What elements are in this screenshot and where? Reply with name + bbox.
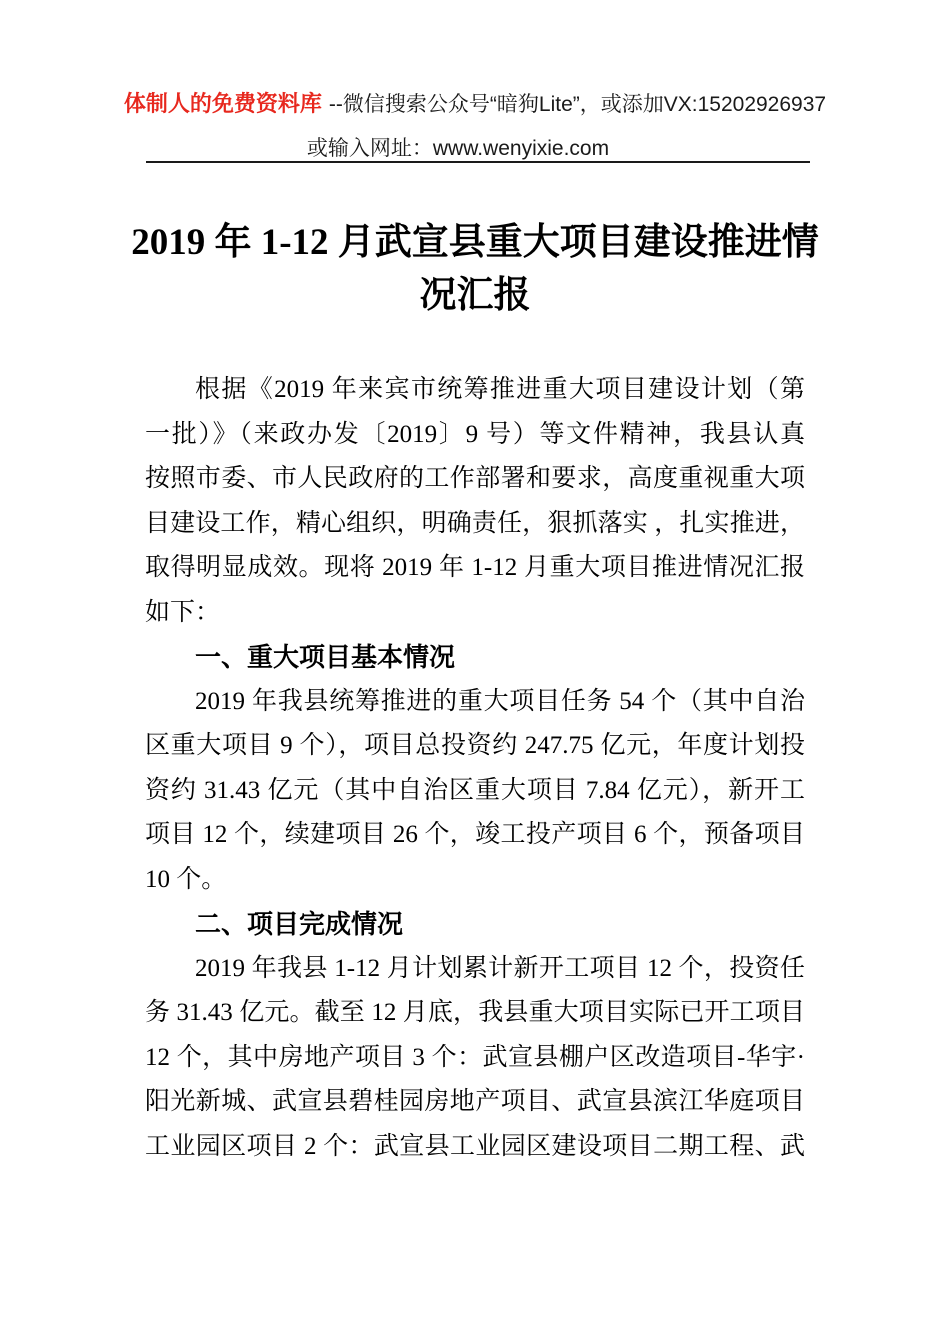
body-line: 根据《2019 年来宾市统筹推进重大项目建设计划（第 bbox=[195, 376, 805, 403]
section-heading-1: 一、重大项目基本情况 bbox=[195, 642, 456, 672]
body-line: 区重大项目 9 个），项目总投资约 247.75 亿元，年度计划投 bbox=[145, 732, 805, 759]
document-title-line1: 2019 年 1-12 月武宣县重大项目建设推进情 bbox=[131, 222, 819, 263]
document-body bbox=[145, 368, 805, 1169]
header-url-line bbox=[0, 135, 950, 162]
body-line: 目建设工作，精心组织，明确责任，狠抓落实 ，扎实推进， bbox=[145, 509, 805, 537]
body-line: 一批）》（来政办发〔2019〕9 号）等文件精神，我县认真 bbox=[145, 420, 805, 448]
body-line: 如下： bbox=[145, 598, 221, 626]
body-line: 12 个，其中房地产项目 3 个：武宣县棚户区改造项目-华宇· bbox=[145, 1043, 805, 1071]
body-line: 务 31.43 亿元。截至 12 月底，我县重大项目实际已开工项目 bbox=[145, 999, 805, 1026]
body-line: 工业园区项目 2 个：武宣县工业园区建设项目二期工程、武 bbox=[145, 1132, 805, 1160]
body-line: 阳光新城、武宣县碧桂园房地产项目、武宣县滨江华庭项目 bbox=[145, 1088, 805, 1115]
body-line: 10 个。 bbox=[145, 865, 227, 893]
body-line: 取得明显成效。现将 2019 年 1-12 月重大项目推进情况汇报 bbox=[145, 554, 805, 581]
body-line: 2019 年我县统筹推进的重大项目任务 54 个（其中自治 bbox=[195, 687, 805, 715]
header-promo-text: --微信搜索公众号“暗狗Lite”，或添加VX:15202926937 bbox=[328, 93, 827, 116]
brand-name: 体制人的免费资料库 bbox=[123, 91, 322, 116]
document-title bbox=[95, 216, 855, 322]
header-divider bbox=[146, 161, 810, 163]
header-promo-line bbox=[0, 90, 950, 119]
body-line: 项目 12 个，续建项目 26 个，竣工投产项目 6 个，预备项目 bbox=[145, 821, 805, 848]
body-line: 资约 31.43 亿元（其中自治区重大项目 7.84 亿元），新开工 bbox=[145, 776, 805, 804]
body-line: 2019 年我县 1-12 月计划累计新开工项目 12 个，投资任 bbox=[195, 954, 805, 982]
document-title-line2: 况汇报 bbox=[419, 275, 531, 316]
section-heading-2: 二、项目完成情况 bbox=[195, 909, 404, 939]
header-url-text: 或输入网址：www.wenyixie.com bbox=[306, 137, 610, 160]
body-line: 按照市委、市人民政府的工作部署和要求，高度重视重大项 bbox=[145, 465, 805, 492]
